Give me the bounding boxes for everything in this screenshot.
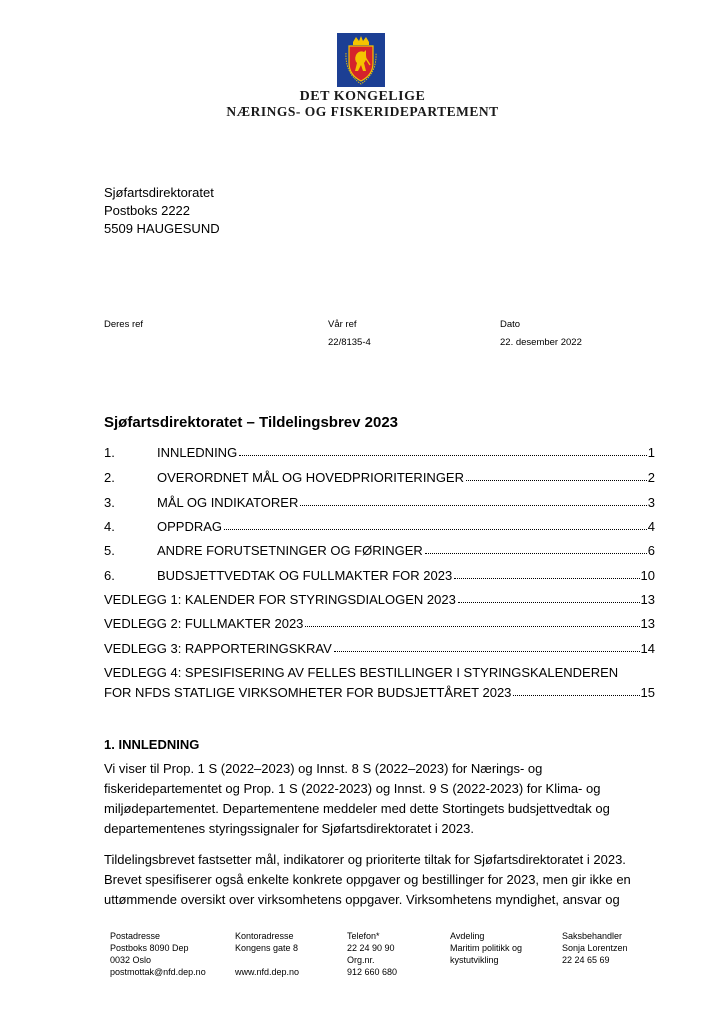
toc-entry[interactable]: [104, 514, 655, 534]
toc-leader-dots: [300, 505, 646, 506]
toc-number: 4.: [104, 519, 115, 534]
footer-website[interactable]: www.nfd.dep.no: [235, 967, 300, 977]
paragraph-line: Tildelingsbrevet fastsetter mål, indikatorer og prioriterte tiltak for Sjøfartsdirektoratet i 2023.: [104, 852, 626, 867]
toc-entry[interactable]: [104, 611, 655, 631]
footer-value: 22 24 90 90: [347, 943, 395, 953]
toc-page-number: 2: [647, 470, 655, 485]
footer-value: 0032 Oslo: [110, 955, 152, 965]
footer-value: kystutvikling: [450, 955, 499, 965]
footer-label: Telefon*: [347, 931, 380, 941]
toc-entry[interactable]: [104, 636, 655, 656]
recipient-name: Sjøfartsdirektoratet: [104, 185, 214, 200]
toc-title: OPPDRAG: [157, 519, 223, 534]
var-ref-value: 22/8135-4: [328, 337, 371, 348]
footer-postadresse: [110, 930, 206, 978]
toc-title: VEDLEGG 2: FULLMAKTER 2023: [104, 616, 304, 631]
footer-value: Maritim politikk og: [450, 943, 523, 953]
department-name-line1: DET KONGELIGE: [299, 89, 426, 104]
toc-page-number: 14: [640, 641, 655, 656]
paragraph-line: uttømmende oversikt over virksomhetens oppgaver. Virksomhetens myndighet, ansvar og: [104, 892, 620, 907]
toc-page-number: 3: [647, 495, 655, 510]
paragraph-line: fiskeridepartementet og Prop. 1 S (2022-2023) og Innst. 9 S (2022-2023) for Klima- og: [104, 781, 601, 796]
toc-title: OVERORDNET MÅL OG HOVEDPRIORITERINGER: [157, 470, 464, 485]
footer-value: Kongens gate 8: [235, 943, 299, 953]
toc-entry[interactable]: [104, 587, 655, 607]
toc-page-number: 10: [640, 568, 655, 583]
recipient-address: Postboks 2222: [104, 203, 191, 218]
royal-crest-logo: [337, 33, 385, 87]
toc-leader-dots: [458, 602, 640, 603]
footer-kontoradresse: [235, 930, 299, 978]
toc-entry[interactable]: [104, 440, 655, 460]
toc-number: 2.: [104, 470, 115, 485]
deres-ref-label: Deres ref: [104, 319, 144, 330]
toc-title: MÅL OG INDIKATORER: [157, 495, 299, 510]
paragraph-line: departementenes styringssignaler for Sjøfartsdirektoratet i 2023.: [104, 821, 474, 836]
toc-entry-line2[interactable]: [104, 680, 655, 700]
department-name-line2: NÆRINGS- OG FISKERIDEPARTEMENT: [226, 104, 499, 119]
toc-entry[interactable]: [104, 563, 655, 583]
footer-label: Postadresse: [110, 931, 161, 941]
dato-label: Dato: [500, 319, 521, 330]
toc-page-number: 4: [647, 519, 655, 534]
toc-page-number: 15: [640, 685, 655, 700]
footer-value: 22 24 65 69: [562, 955, 610, 965]
footer-telefon: [347, 930, 397, 978]
toc-title: FOR NFDS STATLIGE VIRKSOMHETER FOR BUDSJETTÅRET 2023: [104, 685, 512, 700]
toc-title: BUDSJETTVEDTAK OG FULLMAKTER FOR 2023: [157, 568, 453, 583]
footer-label: Saksbehandler: [562, 931, 623, 941]
toc-page-number: 1: [647, 445, 655, 460]
document-title: Sjøfartsdirektoratet – Tildelingsbrev 2023: [104, 414, 399, 431]
toc-entry[interactable]: [104, 465, 655, 485]
paragraph-line: Brevet spesifiserer også enkelte konkrete oppgaver og bestillinger for 2023, men gir ikke en: [104, 872, 631, 887]
footer-label: Avdeling: [450, 931, 485, 941]
toc-leader-dots: [305, 626, 639, 627]
footer-email[interactable]: postmottak@nfd.dep.no: [110, 967, 206, 977]
toc-title: VEDLEGG 4: SPESIFISERING AV FELLES BESTILLINGER I STYRINGSKALENDEREN: [104, 665, 619, 680]
toc-page-number: 6: [647, 543, 655, 558]
toc-leader-dots: [454, 578, 639, 579]
toc-leader-dots: [224, 529, 647, 530]
toc-title: ANDRE FORUTSETNINGER OG FØRINGER: [157, 543, 423, 558]
toc-page-number: 13: [640, 616, 655, 631]
var-ref-label: Vår ref: [328, 319, 357, 330]
dato-value: 22. desember 2022: [500, 337, 582, 348]
toc-title: VEDLEGG 3: RAPPORTERINGSKRAV: [104, 641, 332, 656]
toc-number: 3.: [104, 495, 115, 510]
paragraph-line: miljødepartementet. Departementene meddeler med dette Stortingets budsjettvedtak og: [104, 801, 610, 816]
toc-title: INNLEDNING: [157, 445, 238, 460]
toc-leader-dots: [513, 695, 639, 696]
toc-entry[interactable]: [104, 490, 655, 510]
footer-saksbehandler: [562, 930, 628, 966]
toc-entry[interactable]: [104, 538, 655, 558]
footer-value: Postboks 8090 Dep: [110, 943, 189, 953]
footer-value: [235, 954, 299, 966]
section-heading: 1. INNLEDNING: [104, 737, 200, 752]
footer-label: Kontoradresse: [235, 931, 294, 941]
toc-leader-dots: [466, 480, 647, 481]
toc-title: VEDLEGG 1: KALENDER FOR STYRINGSDIALOGEN 2023: [104, 592, 456, 607]
recipient-city: 5509 HAUGESUND: [104, 221, 220, 236]
toc-number: 5.: [104, 543, 115, 558]
footer-label: Org.nr.: [347, 955, 375, 965]
toc-entry-line1[interactable]: [104, 660, 655, 680]
footer-value: Sonja Lorentzen: [562, 943, 628, 953]
toc-leader-dots: [239, 455, 647, 456]
toc-leader-dots: [425, 553, 647, 554]
toc-number: 6.: [104, 568, 115, 583]
toc-leader-dots: [334, 651, 640, 652]
toc-number: 1.: [104, 445, 115, 460]
footer-value: 912 660 680: [347, 967, 398, 977]
toc-page-number: 13: [640, 592, 655, 607]
paragraph-line: Vi viser til Prop. 1 S (2022–2023) og Innst. 8 S (2022–2023) for Nærings- og: [104, 761, 543, 776]
footer-avdeling: [450, 930, 522, 966]
